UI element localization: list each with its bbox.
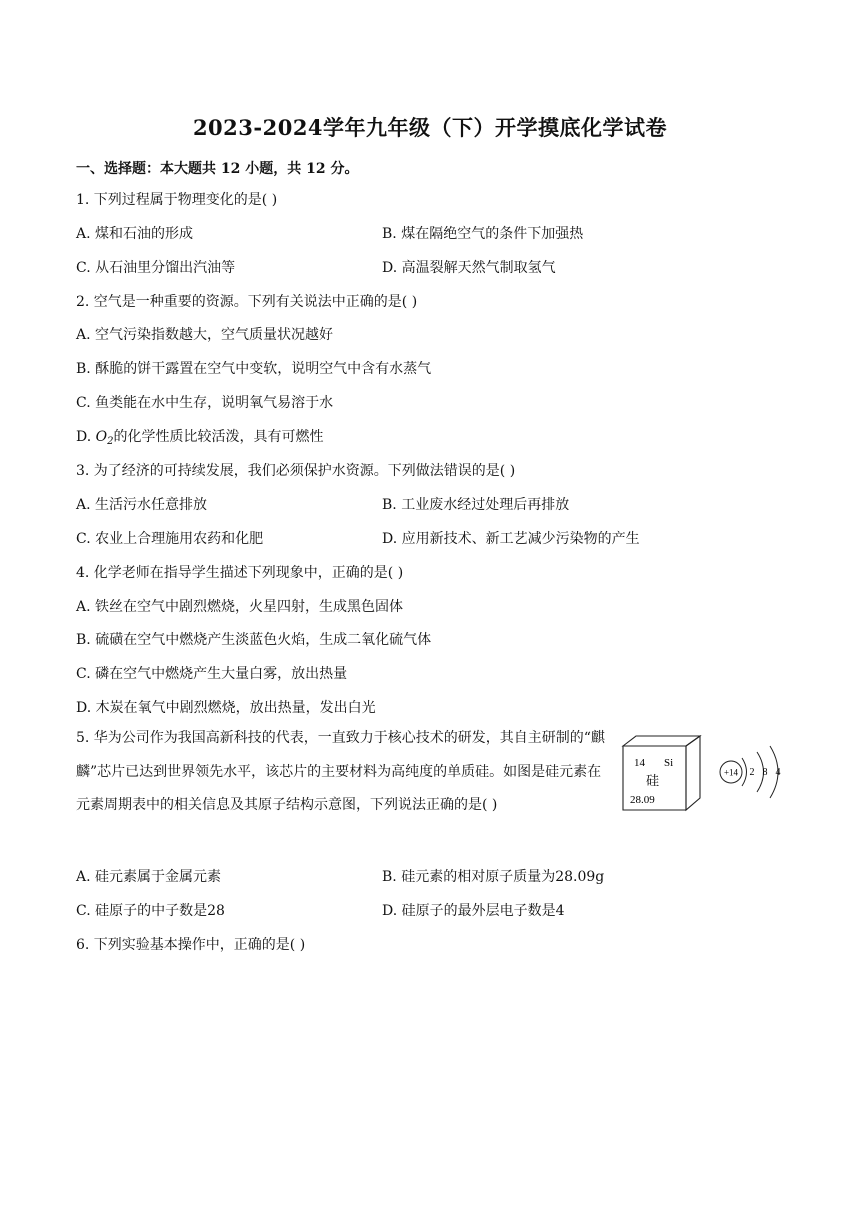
question-2-option-c: C. 鱼类能在水中生存，说明氧气易溶于水 (76, 395, 334, 411)
question-4-option-d: D. 木炭在氧气中剧烈燃烧，放出热量，发出白光 (76, 700, 376, 716)
oxygen-formula (96, 429, 114, 445)
question-5-option-b: B. 硅元素的相对原子质量为28.09g (382, 869, 605, 885)
electron-shell-1 (742, 758, 747, 786)
silicon-element-figure (620, 730, 790, 815)
question-2-option-b: B. 酥脆的饼干露置在空气中变软，说明空气中含有水蒸气 (76, 361, 432, 377)
question-4-stem: 4. 化学老师在指导学生描述下列现象中，正确的是( ) (76, 565, 404, 581)
question-2-stem: 2. 空气是一种重要的资源。下列有关说法中正确的是( ) (76, 294, 418, 310)
atomic-mass: 28.09 (630, 794, 655, 806)
shell-2-electrons: 8 (762, 767, 768, 778)
atomic-number: 14 (634, 757, 645, 769)
formula-subscript: 2 (107, 436, 114, 447)
question-1-option-c: C. 从石油里分馏出汽油等 (76, 260, 236, 276)
question-3-option-c: C. 农业上合理施用农药和化肥 (76, 531, 264, 547)
exam-title: 2023-2024学年九年级（下）开学摸底化学试卷 (192, 115, 668, 140)
element-name: 硅 (646, 773, 660, 788)
question-5-option-c: C. 硅原子的中子数是28 (76, 903, 225, 919)
question-3-option-a: A. 生活污水任意排放 (76, 497, 208, 513)
shell-1-electrons: 2 (749, 767, 755, 778)
question-1-option-d: D. 高温裂解天然气制取氢气 (382, 260, 556, 276)
formula-main: O (95, 429, 108, 445)
section-heading: 一、选择题：本大题共 12 小题，共 12 分。 (76, 161, 359, 177)
question-3-stem: 3. 为了经济的可持续发展，我们必须保护水资源。下列做法错误的是( ) (76, 463, 516, 479)
question-3-option-b: B. 工业废水经过处理后再排放 (382, 497, 570, 513)
shell-3-electrons: 4 (775, 767, 781, 778)
question-5-stem: 5. 华为公司作为我国高新科技的代表，一直致力于核心技术的研发，其自主研制的“麒麟”芯片已达到世界领先水平，该芯片的主要材料为高纯度的单质硅。如图是硅元素在元素周期表中的相关信息及其原子结构示意图，下列说法正确的是( ) (76, 730, 605, 813)
nuclear-charge: +14 (723, 767, 739, 778)
cell-side-face (686, 736, 700, 810)
question-2-option-d (76, 427, 324, 452)
option-d-prefix: D. (76, 429, 96, 445)
question-6-stem: 6. 下列实验基本操作中，正确的是( ) (76, 937, 306, 953)
question-1-stem: 1. 下列过程属于物理变化的是( ) (76, 192, 278, 208)
question-4-option-c: C. 磷在空气中燃烧产生大量白雾，放出热量 (76, 666, 348, 682)
question-5-option-a: A. 硅元素属于金属元素 (76, 869, 222, 885)
question-2-option-a: A. 空气污染指数越大，空气质量状况越好 (76, 327, 334, 343)
element-symbol: Si (664, 757, 674, 769)
question-4-option-a: A. 铁丝在空气中剧烈燃烧，火星四射，生成黑色固体 (76, 599, 404, 615)
question-4-option-b: B. 硫磺在空气中燃烧产生淡蓝色火焰，生成二氧化硫气体 (76, 632, 432, 648)
question-1-option-b: B. 煤在隔绝空气的条件下加强热 (382, 226, 584, 242)
question-5-option-d: D. 硅原子的最外层电子数是4 (382, 903, 565, 919)
atomic-structure-diagram (720, 746, 781, 798)
question-3-option-d: D. 应用新技术、新工艺减少污染物的产生 (382, 531, 640, 547)
option-d-text: 的化学性质比较活泼，具有可燃性 (113, 429, 324, 445)
question-1-option-a: A. 煤和石油的形成 (76, 226, 194, 242)
